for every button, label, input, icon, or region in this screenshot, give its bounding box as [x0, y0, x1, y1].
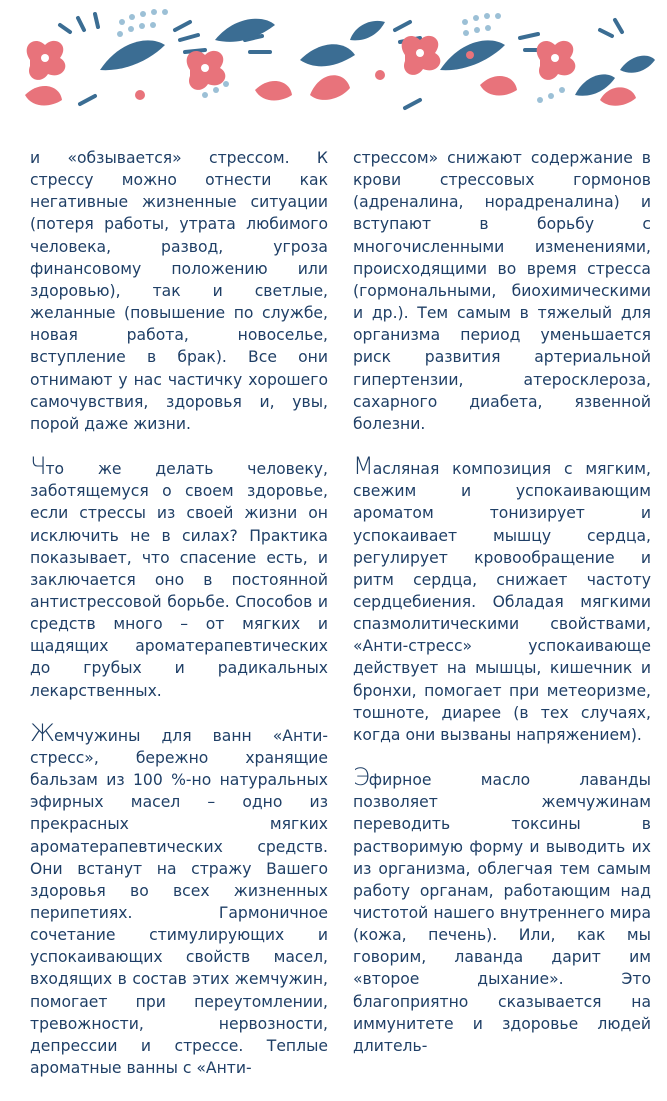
drop-initial: М — [353, 452, 373, 481]
paragraph-text: фирное масло лаванды позволяет жемчужинам переводить токсины в растворимую форму и выводить их из организма, облегчая тем самым работу органам, работающим над чистотой нашего внутреннего мира (кожа, печень). Или, как мы говорим, лаванда дарит им «второе дыхание». Это благоприятно сказывается на иммунитете и здоровье людей длитель- — [353, 771, 651, 1055]
right-column — [353, 147, 651, 1079]
drop-initial: Ж — [30, 718, 54, 747]
paragraph-text: то же делать человеку, заботящемуся о своем здоровье, если стрессы из своей жизни он исключить не в силах? Практика показывает, что спасение есть, и заключается оно в постоянной антистрессовой борьбе. Способов и средств много – от мягких и щадящих ароматерапевтических до грубых и радикальных лекарственных. — [30, 460, 328, 700]
paragraph — [353, 763, 651, 1057]
drop-initial: Ч — [30, 452, 46, 481]
paragraph: и «обзывается» стрессом. К стрессу можно отнести как негативные жизненные ситуации (потеря работы, утрата любимого человека, развод, угроза финансовому положению или здоровью), так и светлые, желанные (повышение по службе, новая работа, новоселье, вступление в брак). Все они отнимают у нас частичку хорошего самочувствия, здоровья и, увы, порой даже жизни. — [30, 149, 328, 433]
paragraph — [30, 452, 328, 702]
drop-initial: Э — [353, 763, 369, 792]
paragraph: стрессом» снижают содержание в крови стрессовых гормонов (адреналина, норадреналина) и вступают в борьбу с многочисленными изменениями, происходящими во время стресса (гормональными, биохимическими и др.). Тем самым в тяжелый для организма период уменьшается риск развития артериальной гипертензии, атеросклероза, сахарного диабета, язвенной болезни. — [353, 149, 651, 433]
paragraph-text: емчужины для ванн «Анти-стресс», бережно хранящие бальзам из 100 %-но натуральных эфирных масел – одно из прекрасных мягких ароматерапевтических средств. Они встанут на стражу Вашего здоровья во всех жизненных перипетиях. Гармоничное сочетание стимулирующих и успокаивающих свойств масел, входящих в состав этих жемчужин, помогает при переутомлении, тревожности, нервозности, депрессии и стрессе. Теплые ароматные ванны с «Анти- — [30, 726, 328, 1078]
paragraph — [353, 452, 651, 746]
paragraph-text: асляная композиция с мягким, свежим и успокаивающим ароматом тонизирует и успокаивает мышцу сердца, регулирует кровообращение и ритм сердца, снижает частоту сердцебиения. Обладая мягкими спазмолитическими свойствами, «Анти-стресс» успокаивающе действует на мышцы, кишечник и бронхи, помогает при метеоризме, тошноте, диарее (в тех случаях, когда они вызваны напряжением). — [353, 460, 651, 744]
floral-ornament-icon — [0, 0, 667, 135]
left-column — [30, 147, 328, 1101]
paragraph — [30, 718, 328, 1080]
